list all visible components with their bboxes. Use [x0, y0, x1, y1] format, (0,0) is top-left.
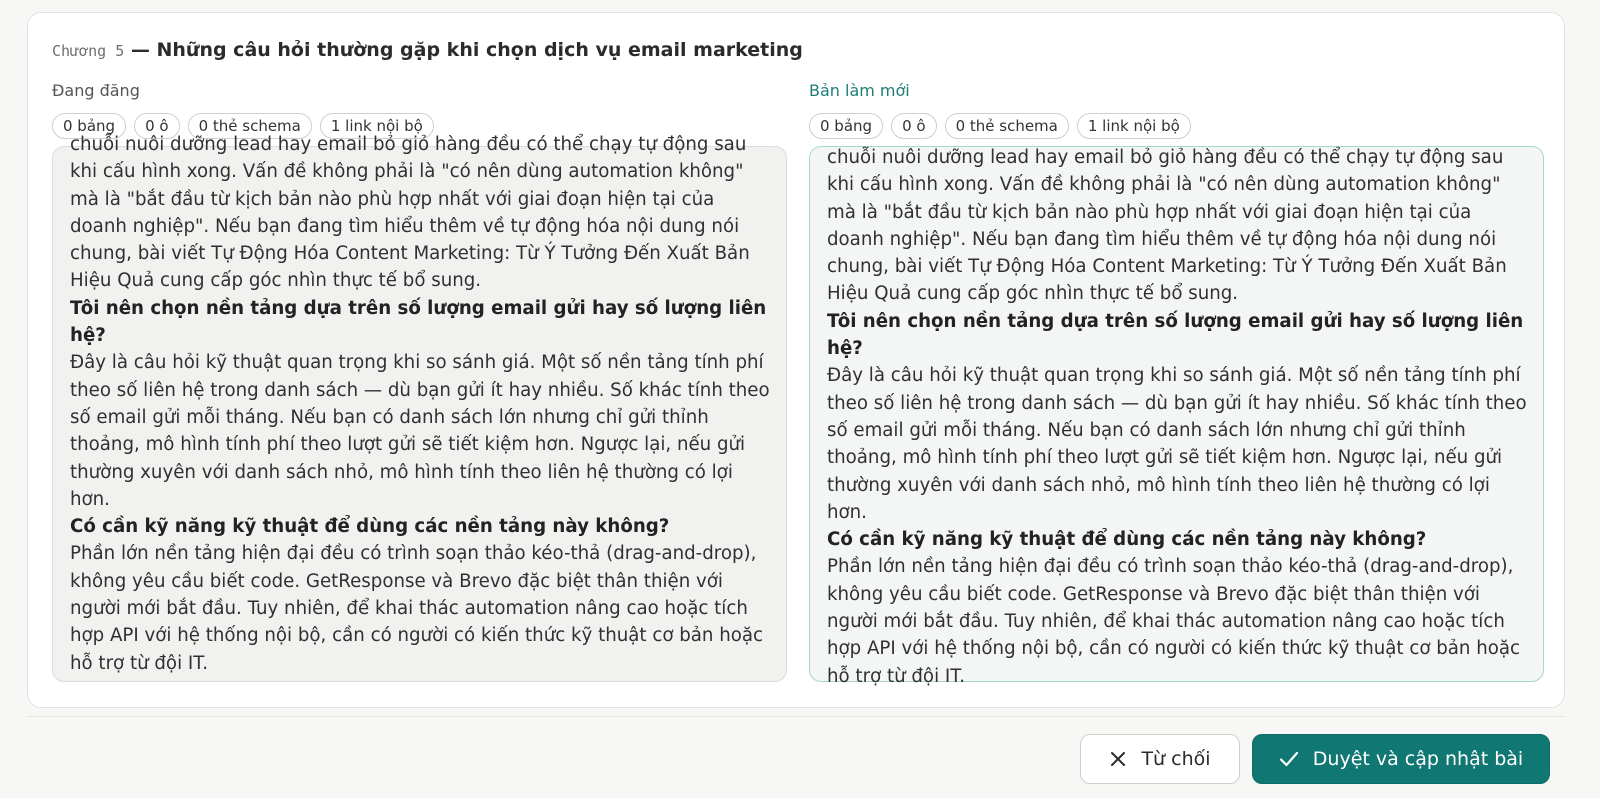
refreshed-content	[827, 144, 1531, 690]
content-paragraph: Đây là câu hỏi kỹ thuật quan trọng khi so sánh giá. Một số nền tảng tính phí theo số liên hệ trong danh sách — dù bạn gửi ít hay nhiều. Số khác tính theo số email gửi mỗi tháng. Nếu bạn có danh sách lớn nhưng chỉ gửi thỉnh thoảng, mô hình tính phí theo lượt gửi sẽ tiết kiệm hơn. Ngược lại, nếu gửi thường xuyên với danh sách nhỏ, mô hình tính theo liên hệ thường có lợi hơn.	[70, 352, 770, 510]
stat-chip-internal-links: 1 link nội bộ	[1077, 113, 1191, 139]
published-column	[52, 79, 787, 682]
faq-question: Có cần kỹ năng kỹ thuật để dùng các nền tảng này không?	[827, 529, 1427, 551]
content-paragraph: Phần lớn nền tảng hiện đại đều có trình soạn thảo kéo-thả (drag-and-drop), không yêu cầu biết code. GetResponse và Brevo đặc biệt thân thiện với người mới bắt đầu. Tuy nhiên, để khai thác automation nâng cao hoặc tích hợp API với hệ thống nội bộ, cần có người có kiến thức kỹ thuật cơ bản hoặc hỗ trợ từ đội IT.	[70, 543, 764, 674]
stat-chip-cells: 0 ô	[891, 113, 937, 139]
refreshed-content-box[interactable]	[809, 146, 1544, 687]
stat-chip-schema: 0 thẻ schema	[188, 113, 312, 139]
approve-update-button[interactable]	[1252, 734, 1550, 784]
approve-label: Duyệt và cập nhật bài	[1312, 748, 1524, 770]
refreshed-stats	[809, 113, 1544, 139]
faq-question: Tôi nên chọn nền tảng dựa trên số lượng email gửi hay số lượng liên hệ?	[70, 297, 767, 347]
content-paragraph: chuỗi nuôi dưỡng lead hay email bỏ giỏ hàng đều có thể chạy tự động sau khi cấu hình xong. Vấn đề không phải là "có nên dùng automation không" mà là "bắt đầu từ kịch bản nào phù hợp nhất với giai đoạn hiện tại của doanh nghiệp". Nếu bạn đang tìm hiểu thêm về tự động hóa nội dung nói chung, bài viết Tự Động Hóa Content Marketing: Từ Ý Tưởng Đến Xuất Bản Hiệu Quả cung cấp góc nhìn thực tế bổ sung.	[70, 134, 750, 292]
close-icon	[1109, 750, 1127, 768]
published-content	[70, 131, 774, 677]
reject-label: Từ chối	[1141, 748, 1211, 770]
stat-chip-tables: 0 bảng	[809, 113, 883, 139]
stat-chip-tables: 0 bảng	[52, 113, 126, 139]
chapter-title	[52, 39, 803, 61]
content-paragraph: Đây là câu hỏi kỹ thuật quan trọng khi so sánh giá. Một số nền tảng tính phí theo số liên hệ trong danh sách — dù bạn gửi ít hay nhiều. Số khác tính theo số email gửi mỗi tháng. Nếu bạn có danh sách lớn nhưng chỉ gửi thỉnh thoảng, mô hình tính phí theo lượt gửi sẽ tiết kiệm hơn. Ngược lại, nếu gửi thường xuyên với danh sách nhỏ, mô hình tính theo liên hệ thường có lợi hơn.	[827, 365, 1527, 523]
chapter-number: Chương 5	[52, 42, 125, 60]
stat-chip-schema: 0 thẻ schema	[945, 113, 1069, 139]
content-paragraph: Phần lớn nền tảng hiện đại đều có trình soạn thảo kéo-thả (drag-and-drop), không yêu cầu biết code. GetResponse và Brevo đặc biệt thân thiện với người mới bắt đầu. Tuy nhiên, để khai thác automation nâng cao hoặc tích hợp API với hệ thống nội bộ, cần có người có kiến thức kỹ thuật cơ bản hoặc hỗ trợ từ đội IT.	[827, 556, 1521, 687]
refreshed-label: Bản làm mới	[809, 81, 910, 100]
check-icon	[1279, 750, 1299, 768]
chapter-heading: — Những câu hỏi thường gặp khi chọn dịch vụ email marketing	[130, 39, 803, 61]
stat-chip-internal-links: 1 link nội bộ	[320, 113, 434, 139]
reject-button[interactable]	[1080, 734, 1240, 784]
content-paragraph: chuỗi nuôi dưỡng lead hay email bỏ giỏ hàng đều có thể chạy tự động sau khi cấu hình xong. Vấn đề không phải là "có nên dùng automation không" mà là "bắt đầu từ kịch bản nào phù hợp nhất với giai đoạn hiện tại của doanh nghiệp". Nếu bạn đang tìm hiểu thêm về tự động hóa nội dung nói chung, bài viết Tự Động Hóa Content Marketing: Từ Ý Tưởng Đến Xuất Bản Hiệu Quả cung cấp góc nhìn thực tế bổ sung.	[827, 147, 1507, 305]
footer-divider	[27, 716, 1565, 717]
published-label: Đang đăng	[52, 81, 140, 100]
refreshed-column	[809, 79, 1544, 687]
faq-question: Tôi nên chọn nền tảng dựa trên số lượng email gửi hay số lượng liên hệ?	[827, 310, 1524, 360]
stat-chip-cells: 0 ô	[134, 113, 180, 139]
faq-question: Có cần kỹ năng kỹ thuật để dùng các nền tảng này không?	[70, 516, 670, 538]
chapter-diff-card	[27, 12, 1565, 708]
published-content-box[interactable]	[52, 134, 787, 682]
